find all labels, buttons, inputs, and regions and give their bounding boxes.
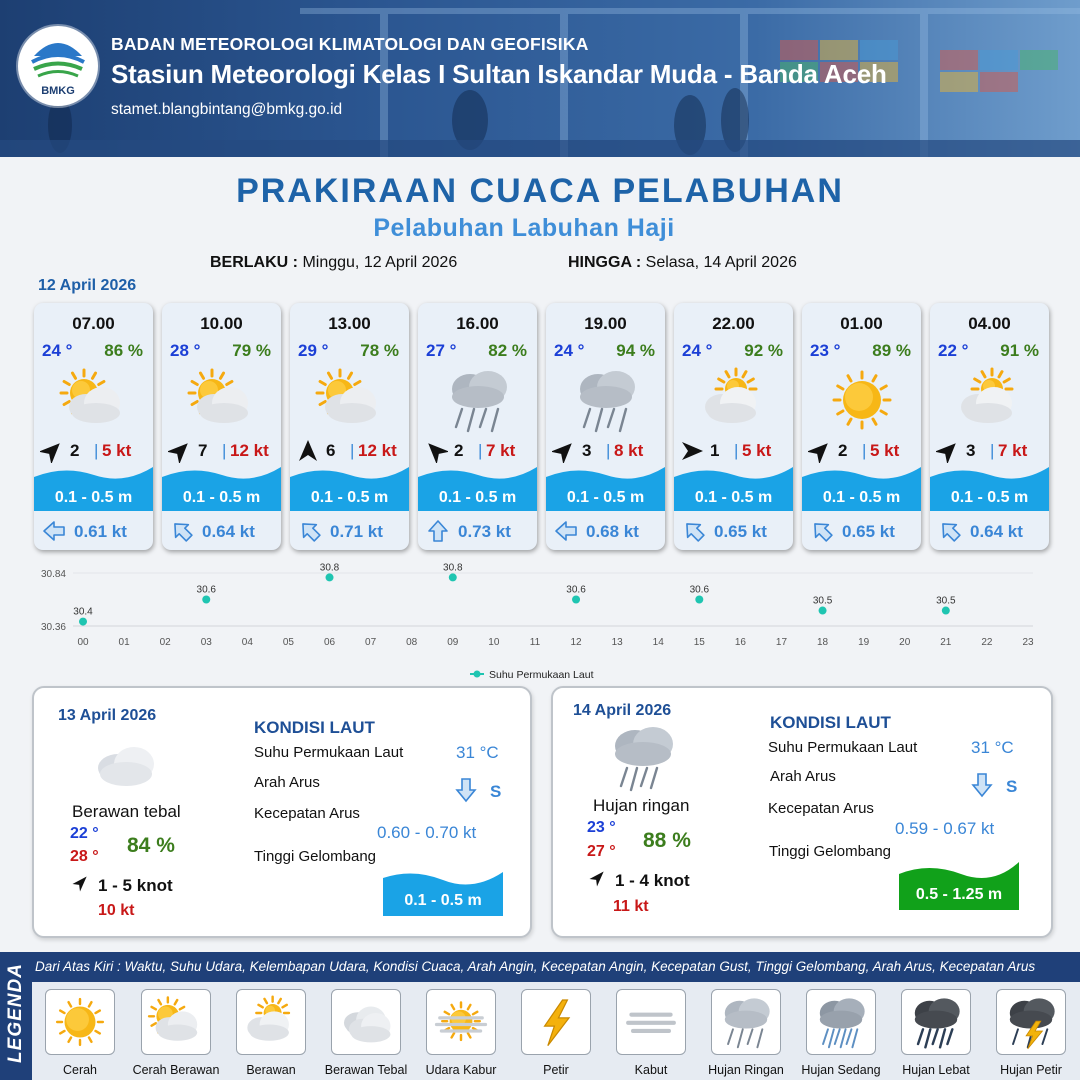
wave-height-value: 0.5 - 1.25 m xyxy=(915,886,1003,903)
current-speed-label: Kecepatan Arus xyxy=(768,800,874,817)
station-email[interactable]: stamet.blangbintang@bmkg.go.id xyxy=(111,101,343,118)
forecast-time: 16.00 xyxy=(456,314,499,333)
chart-x-tick: 08 xyxy=(406,637,418,648)
day-panel-condition: Hujan ringan xyxy=(593,796,690,815)
forecast-wind-speed: 2 xyxy=(454,441,464,460)
chart-x-tick: 22 xyxy=(981,637,993,648)
legend-item-label: Udara Kabur xyxy=(425,1063,497,1077)
chart-x-tick: 13 xyxy=(611,637,623,648)
forecast-current-speed: 0.73 kt xyxy=(458,522,511,541)
chart-x-tick: 07 xyxy=(365,637,377,648)
chart-y-tick: 30.36 xyxy=(40,622,66,633)
forecast-temp: 23 ° xyxy=(810,341,841,360)
forecast-gust: 12 kt xyxy=(230,441,269,460)
partly-cloudy-icon xyxy=(312,365,388,435)
day-panel-date: 14 April 2026 xyxy=(573,702,672,719)
page-subtitle: Pelabuhan Labuhan Haji xyxy=(373,214,675,242)
chart-x-tick: 19 xyxy=(858,637,870,648)
wind-direction-icon xyxy=(552,439,576,463)
forecast-gust: 5 kt xyxy=(742,441,772,460)
chart-x-tick: 18 xyxy=(817,637,829,648)
current-direction-label: Arah Arus xyxy=(770,768,836,785)
legend-item-label: Berawan Tebal xyxy=(324,1063,408,1077)
forecast-wave-height: 0.1 - 0.5 m xyxy=(182,489,261,506)
wave-height-label: Tinggi Gelombang xyxy=(769,843,892,860)
chart-x-tick: 01 xyxy=(118,637,130,648)
separator: | xyxy=(606,441,611,460)
forecast-humidity: 94 % xyxy=(616,341,655,360)
valid-to-label: HINGGA : xyxy=(568,254,642,271)
lightning-icon xyxy=(521,989,591,1055)
separator: | xyxy=(478,441,483,460)
legend-item-label: Hujan Sedang xyxy=(801,1063,881,1077)
forecast-temp: 29 ° xyxy=(298,341,329,360)
day-panel-humidity: 88 % xyxy=(643,829,691,852)
partly-cloudy-icon xyxy=(56,365,132,435)
sst-value: 31 °C xyxy=(971,738,1014,757)
day-panel-tmin: 22 ° xyxy=(70,825,99,842)
chart-data-label: 30.8 xyxy=(319,562,340,574)
forecast-current-speed: 0.65 kt xyxy=(714,522,767,541)
logo-text: BMKG xyxy=(41,85,75,97)
chart-x-tick: 03 xyxy=(200,637,212,648)
forecast-humidity: 78 % xyxy=(360,341,399,360)
legend-item-label: Cerah Berawan xyxy=(132,1063,220,1077)
forecast-humidity: 86 % xyxy=(104,341,143,360)
haze-icon xyxy=(426,989,496,1055)
thunderstorm-icon xyxy=(996,989,1066,1055)
current-direction-icon xyxy=(298,519,322,543)
current-direction-icon xyxy=(682,519,706,543)
valid-to-value: Selasa, 14 April 2026 xyxy=(645,254,797,271)
legend-item-label: Hujan Ringan xyxy=(708,1063,784,1077)
forecast-wave-height: 0.1 - 0.5 m xyxy=(438,489,517,506)
legend-item-label: Hujan Petir xyxy=(1000,1063,1062,1077)
valid-from-value: Minggu, 12 April 2026 xyxy=(302,254,458,271)
current-speed-value: 0.60 - 0.70 kt xyxy=(377,823,477,842)
forecast-current-speed: 0.65 kt xyxy=(842,522,895,541)
forecast-gust: 7 kt xyxy=(486,441,516,460)
chart-point xyxy=(819,607,827,615)
wind-direction-icon xyxy=(424,439,448,463)
forecast-humidity: 92 % xyxy=(744,341,783,360)
forecast-gust: 7 kt xyxy=(998,441,1028,460)
day-panel-tmax: 28 ° xyxy=(70,848,99,865)
separator: | xyxy=(990,441,995,460)
chart-x-tick: 17 xyxy=(775,637,788,648)
station-name: Stasiun Meteorologi Kelas I Sultan Iskandar Muda - Banda Aceh xyxy=(111,59,887,89)
forecast-temp: 27 ° xyxy=(426,341,457,360)
legend-item-label: Kabut xyxy=(634,1063,668,1077)
forecast-wind-speed: 2 xyxy=(838,441,848,460)
forecast-time: 07.00 xyxy=(72,314,115,333)
forecast-wind-speed: 3 xyxy=(966,441,976,460)
current-direction-icon xyxy=(938,519,962,543)
forecast-time: 10.00 xyxy=(200,314,243,333)
current-direction-icon xyxy=(426,519,450,543)
day-panel-14-april xyxy=(551,686,1053,938)
legend-item-label: Cerah xyxy=(62,1063,98,1077)
fog-icon xyxy=(616,989,686,1055)
cloudy-icon xyxy=(236,989,306,1055)
sea-conditions-title: KONDISI LAUT xyxy=(254,718,375,737)
forecast-current-speed: 0.71 kt xyxy=(330,522,383,541)
current-speed-value: 0.59 - 0.67 kt xyxy=(895,819,995,838)
chart-x-tick: 16 xyxy=(734,637,746,648)
separator: | xyxy=(222,441,227,460)
day-panel-gust: 10 kt xyxy=(98,902,135,919)
legend-item-label: Hujan Lebat xyxy=(902,1063,970,1077)
forecast-card xyxy=(674,303,793,550)
forecast-gust: 8 kt xyxy=(614,441,644,460)
chart-point xyxy=(79,618,87,626)
chart-point xyxy=(942,607,950,615)
forecast-current-speed: 0.64 kt xyxy=(202,522,255,541)
page-title: PRAKIRAAN CUACA PELABUHAN xyxy=(236,172,844,210)
forecast-card xyxy=(418,303,537,550)
wind-arrow-icon xyxy=(587,869,607,889)
bmkg-logo-icon xyxy=(28,34,88,84)
cloudy-icon xyxy=(952,365,1028,435)
chart-x-tick: 15 xyxy=(693,637,705,648)
separator: | xyxy=(350,441,355,460)
wind-direction-icon xyxy=(168,439,192,463)
forecast-temp: 24 ° xyxy=(554,341,585,360)
chart-x-tick: 09 xyxy=(447,637,459,648)
chart-data-label: 30.6 xyxy=(196,584,216,596)
chart-x-tick: 06 xyxy=(323,637,336,648)
legend-side-bar xyxy=(0,952,30,1080)
wind-direction-icon xyxy=(808,439,832,463)
forecast-wind-speed: 1 xyxy=(710,441,720,460)
sea-surface-temp-chart xyxy=(0,560,1080,686)
chart-point xyxy=(326,573,334,581)
forecast-time: 04.00 xyxy=(968,314,1011,333)
wind-direction-icon xyxy=(680,439,704,463)
chart-x-tick: 21 xyxy=(940,637,952,648)
forecast-wave-height: 0.1 - 0.5 m xyxy=(950,489,1029,506)
chart-point xyxy=(202,596,210,604)
chart-data-label: 30.4 xyxy=(73,606,93,618)
overcast-icon xyxy=(331,989,401,1055)
chart-point xyxy=(449,573,457,581)
forecast-card xyxy=(162,303,281,550)
forecast-gust: 12 kt xyxy=(358,441,397,460)
valid-to xyxy=(568,254,797,272)
forecast-temp: 24 ° xyxy=(682,341,713,360)
current-direction-label: Arah Arus xyxy=(254,774,320,791)
overcast-icon xyxy=(92,740,162,790)
day-panel-tmin: 23 ° xyxy=(587,819,616,836)
wave-height-value: 0.1 - 0.5 m xyxy=(404,892,482,909)
light-rain-icon xyxy=(711,989,781,1055)
sst-label: Suhu Permukaan Laut xyxy=(768,739,918,756)
forecast-wind-speed: 6 xyxy=(326,441,336,460)
arrow-down-icon xyxy=(971,772,993,798)
chart-data-label: 30.6 xyxy=(566,584,586,596)
partly-cloudy-icon xyxy=(141,989,211,1055)
forecast-wave-height: 0.1 - 0.5 m xyxy=(54,489,133,506)
current-direction-icon xyxy=(42,519,66,543)
forecast-wave-height: 0.1 - 0.5 m xyxy=(822,489,901,506)
sun-icon xyxy=(45,989,115,1055)
forecast-gust: 5 kt xyxy=(102,441,132,460)
current-direction-value: S xyxy=(1006,777,1018,796)
sun-icon xyxy=(824,365,900,435)
day-panel-wind: 1 - 4 knot xyxy=(615,871,690,890)
separator: | xyxy=(734,441,739,460)
forecast-current-speed: 0.61 kt xyxy=(74,522,127,541)
valid-from-label: BERLAKU : xyxy=(210,254,298,271)
chart-x-tick: 02 xyxy=(159,637,171,648)
forecast-wind-speed: 2 xyxy=(70,441,80,460)
chart-x-tick: 14 xyxy=(652,637,664,648)
light-rain-icon xyxy=(440,365,516,435)
day-panel-wind: 1 - 5 knot xyxy=(98,876,173,895)
arrow-down-icon xyxy=(455,777,477,803)
forecast-time: 01.00 xyxy=(840,314,883,333)
wind-direction-icon xyxy=(296,439,320,463)
wind-arrow-icon xyxy=(70,874,90,894)
forecast-humidity: 82 % xyxy=(488,341,527,360)
forecast-card xyxy=(34,303,153,550)
forecast-time: 13.00 xyxy=(328,314,371,333)
header-banner xyxy=(0,0,1080,157)
light-rain-icon xyxy=(568,365,644,435)
light-rain-icon xyxy=(605,724,681,796)
forecast-wave-height: 0.1 - 0.5 m xyxy=(566,489,645,506)
wave-height-label: Tinggi Gelombang xyxy=(254,848,377,865)
forecast-wind-speed: 7 xyxy=(198,441,208,460)
forecast-time: 19.00 xyxy=(584,314,627,333)
sst-value: 31 °C xyxy=(456,743,499,762)
legend-description: Dari Atas Kiri : Waktu, Suhu Udara, Kelembapan Udara, Kondisi Cuaca, Arah Angin, Kecepatan Angin, Kecepatan Gust, Tinggi Gelombang, Arah Arus, Kecepatan Arus xyxy=(35,959,1036,974)
chart-x-tick: 10 xyxy=(488,637,500,648)
forecast-card xyxy=(930,303,1049,550)
forecast-time: 22.00 xyxy=(712,314,755,333)
current-direction-icon xyxy=(170,519,194,543)
cloudy-icon xyxy=(696,365,772,435)
separator: | xyxy=(862,441,867,460)
wind-direction-icon xyxy=(40,439,64,463)
valid-from xyxy=(210,254,457,272)
chart-x-tick: 11 xyxy=(529,637,541,648)
forecast-temp: 24 ° xyxy=(42,341,73,360)
chart-data-label: 30.6 xyxy=(689,584,710,596)
day-panel-gust: 11 kt xyxy=(613,898,649,915)
chart-data-label: 30.5 xyxy=(936,595,956,607)
day-panel-13-april xyxy=(32,686,532,938)
forecast-wave-height: 0.1 - 0.5 m xyxy=(694,489,773,506)
forecast-gust: 5 kt xyxy=(870,441,900,460)
current-direction-value: S xyxy=(490,782,502,801)
current-speed-label: Kecepatan Arus xyxy=(254,805,360,822)
legend-item-label: Berawan xyxy=(246,1063,296,1077)
chart-x-tick: 12 xyxy=(570,637,582,648)
chart-data-label: 30.5 xyxy=(812,595,833,607)
chart-data-label: 30.8 xyxy=(443,562,463,574)
legend-title: LEGENDA xyxy=(5,963,26,1063)
chart-y-tick: 30.84 xyxy=(40,569,66,580)
heavy-rain-icon xyxy=(901,989,971,1055)
forecast-card xyxy=(290,303,409,550)
partly-cloudy-icon xyxy=(184,365,260,435)
chart-legend-label: Suhu Permukaan Laut xyxy=(489,669,594,681)
forecast-humidity: 91 % xyxy=(1000,341,1039,360)
chart-x-tick: 00 xyxy=(77,637,89,648)
current-direction-icon xyxy=(810,519,834,543)
forecast-temp: 22 ° xyxy=(938,341,969,360)
bmkg-logo xyxy=(18,26,98,106)
forecast-humidity: 79 % xyxy=(232,341,271,360)
chart-x-tick: 04 xyxy=(241,637,253,648)
day-panel-date: 13 April 2026 xyxy=(58,707,157,724)
chart-x-tick: 05 xyxy=(282,637,294,648)
moderate-rain-icon xyxy=(806,989,876,1055)
forecast-humidity: 89 % xyxy=(872,341,911,360)
org-name: BADAN METEOROLOGI KLIMATOLOGI DAN GEOFISIKA xyxy=(111,34,589,54)
chart-legend-marker xyxy=(474,671,481,678)
chart-point xyxy=(572,596,580,604)
forecast-card xyxy=(546,303,665,550)
forecast-card xyxy=(802,303,921,550)
forecast-temp: 28 ° xyxy=(170,341,201,360)
forecast-current-speed: 0.68 kt xyxy=(586,522,639,541)
chart-point xyxy=(695,596,703,604)
separator: | xyxy=(94,441,99,460)
legend-item-label: Petir xyxy=(543,1063,569,1077)
forecast-current-speed: 0.64 kt xyxy=(970,522,1023,541)
forecast-wind-speed: 3 xyxy=(582,441,592,460)
sst-label: Suhu Permukaan Laut xyxy=(254,744,404,761)
chart-x-tick: 20 xyxy=(899,637,911,648)
forecast-wave-height: 0.1 - 0.5 m xyxy=(310,489,389,506)
chart-x-tick: 23 xyxy=(1022,637,1034,648)
sea-conditions-title: KONDISI LAUT xyxy=(770,713,891,732)
day-panel-humidity: 84 % xyxy=(127,834,175,857)
day1-date: 12 April 2026 xyxy=(38,277,137,294)
day-panel-tmax: 27 ° xyxy=(587,843,616,860)
current-direction-icon xyxy=(554,519,578,543)
wind-direction-icon xyxy=(936,439,960,463)
day-panel-condition: Berawan tebal xyxy=(72,802,181,821)
